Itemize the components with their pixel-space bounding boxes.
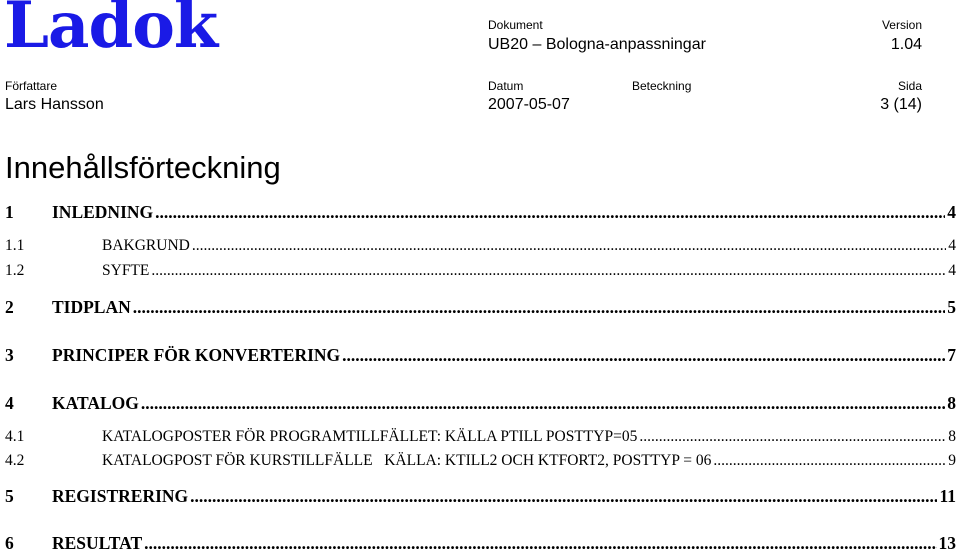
toc-entry-number: 1.1 [5, 237, 25, 254]
toc-entry[interactable] [5, 237, 956, 255]
toc-entry-number: 2 [5, 297, 14, 317]
toc-entry[interactable] [5, 297, 956, 318]
toc-entry[interactable] [5, 533, 956, 554]
toc-entry-title: RESULTAT [52, 533, 143, 553]
toc-leader-dots [342, 345, 945, 366]
ladok-logo: Ladok [4, 0, 218, 63]
datum-label: Datum [488, 79, 524, 93]
toc-leader-dots [144, 533, 936, 554]
toc-leader-dots [141, 393, 945, 414]
sida-value: 3 (14) [880, 96, 922, 113]
toc-leader-dots [155, 202, 945, 223]
toc-entry[interactable] [5, 452, 956, 470]
toc-entry-page: 9 [948, 452, 956, 469]
toc-entry-number: 4 [5, 393, 14, 413]
toc-entry-title: KATALOGPOST FÖR KURSTILLFÄLLE KÄLLA: KTILL2 OCH KTFORT2, POSTTYP = 06 [102, 452, 712, 469]
toc-entry-number: 5 [5, 486, 14, 506]
toc-entry-title: KATALOGPOSTER FÖR PROGRAMTILLFÄLLET: KÄLLA PTILL POSTTYP=05 [102, 428, 638, 445]
toc-entry-number: 3 [5, 345, 14, 365]
toc-leader-dots [133, 297, 945, 318]
toc-entry-page: 8 [947, 393, 956, 413]
version-label: Version [881, 18, 922, 32]
toc-entry[interactable] [5, 202, 956, 223]
toc-entry-title: INLEDNING [52, 202, 154, 222]
toc-entry-title: REGISTRERING [52, 486, 189, 506]
version-value: 1.04 [890, 36, 922, 53]
toc-entry-number: 4.1 [5, 428, 25, 445]
toc-entry-page: 5 [947, 297, 956, 317]
toc-entry[interactable] [5, 393, 956, 414]
toc-leader-dots [639, 428, 946, 446]
toc-entry-page: 4 [948, 262, 956, 279]
toc-entry-page: 7 [947, 345, 956, 365]
toc-entry[interactable] [5, 345, 956, 366]
toc-entry-number: 1 [5, 202, 14, 222]
toc-entry-number: 6 [5, 533, 14, 553]
toc-leader-dots [190, 486, 937, 507]
forfattare-value: Lars Hansson [5, 96, 104, 113]
toc-entry-page: 8 [948, 428, 956, 445]
sida-label: Sida [897, 79, 922, 93]
toc-entry-page: 4 [948, 237, 956, 254]
forfattare-label: Författare [5, 79, 58, 93]
dokument-label: Dokument [488, 18, 543, 32]
toc-entry[interactable] [5, 262, 956, 280]
toc-entry-title: PRINCIPER FÖR KONVERTERING [52, 345, 341, 365]
toc-leader-dots [151, 262, 946, 280]
toc-entry-title: SYFTE [102, 262, 150, 279]
toc-entry-page: 11 [939, 486, 956, 506]
beteckning-label: Beteckning [632, 79, 692, 93]
toc-entry-number: 4.2 [5, 452, 25, 469]
toc-entry-title: BAKGRUND [102, 237, 190, 254]
toc-title: Innehållsförteckning [5, 150, 281, 185]
toc-entry-page: 13 [938, 533, 956, 553]
toc-entry[interactable] [5, 486, 956, 507]
toc-entry[interactable] [5, 428, 956, 446]
dokument-value: UB20 – Bologna-anpassningar [488, 36, 706, 53]
toc-leader-dots [713, 452, 946, 470]
toc-entry-number: 1.2 [5, 262, 25, 279]
toc-entry-title: TIDPLAN [52, 297, 131, 317]
toc-entry-title: KATALOG [52, 393, 139, 413]
datum-value: 2007-05-07 [488, 96, 570, 113]
toc-leader-dots [192, 237, 946, 255]
toc-entry-page: 4 [947, 202, 956, 222]
